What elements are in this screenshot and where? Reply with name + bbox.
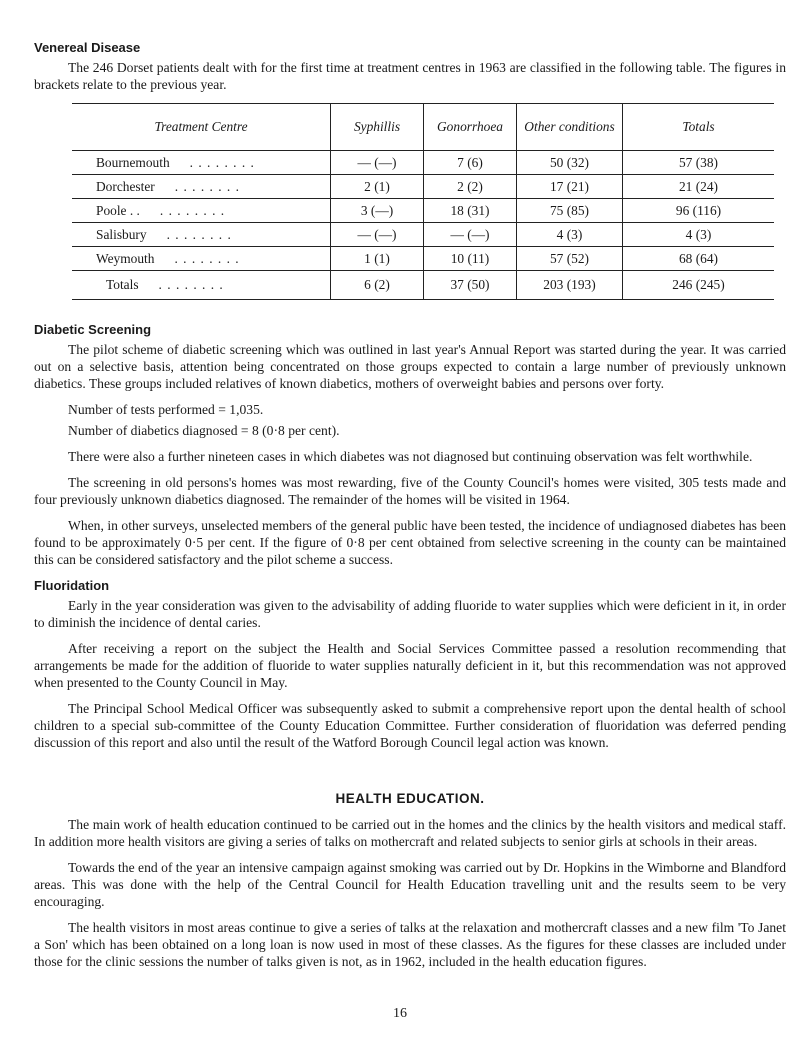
cell-other: 75 (85)	[517, 199, 623, 223]
cell-gonorrhoea: 2 (2)	[424, 175, 517, 199]
cell-centre	[72, 247, 331, 271]
table-row	[72, 223, 774, 247]
health-paragraph: The main work of health education continued to be carried out in the homes and the clinics by the health visitors and medical staff. In addition more health visitors are giving a series of talks on mothercraft and related subjects to senior girls at schools in their areas.	[34, 817, 786, 849]
cell-gonorrhoea: — (—)	[424, 223, 517, 247]
centre-name: Weymouth	[96, 250, 155, 266]
col-header-syphillis: Syphillis	[331, 104, 424, 151]
diabetic-paragraph: When, in other surveys, unselected members of the general public have been tested, the incidence of undiagnosed diabetes has been found to be approximately 0·5 per cent. If the figure of 0·8 per cent obtained from selective screening in the county can be maintained this can be considered satisfactory and the pilot scheme a success.	[34, 518, 786, 567]
diabetics-diagnosed: Number of diabetics diagnosed = 8 (0·8 per cent).	[68, 423, 340, 438]
tests-performed: Number of tests performed = 1,035.	[68, 402, 264, 417]
table-total-row	[72, 271, 774, 300]
table-header-row	[72, 104, 774, 151]
table-row	[72, 175, 774, 199]
fluoridation-paragraph: The Principal School Medical Officer was subsequently asked to submit a comprehensive report upon the dental health of school children to a special sub-committee of the County Education Committee. Further consideration of fluoridation was deferred pending discussion of this report and also until the result of the Watford Borough Council legal action was known.	[34, 701, 786, 750]
health-education-heading: HEALTH EDUCATION.	[335, 791, 485, 806]
diabetic-paragraph: The screening in old persons's homes was most rewarding, five of the County Council's homes were visited, 305 tests made and four previously unknown diabetics diagnosed. The remainder of the homes will be visited in 1964.	[34, 475, 786, 507]
leader-dots: . . . . . . . .	[166, 226, 232, 242]
health-paragraph: The health visitors in most areas continue to give a series of talks at the relaxation and mothercraft classes and a new film 'To Janet a Son' which has been obtained on a long loan is now used in most of these classes. As the figures for these classes are included under those for the clinic sessions the number of talks given is not, as in 1962, included in the health education figures.	[34, 920, 786, 969]
cell-gonorrhoea: 7 (6)	[424, 151, 517, 175]
leader-dots: . . . . . . . .	[174, 178, 240, 194]
centre-name: Bournemouth	[96, 154, 170, 170]
cell-gonorrhoea: 10 (11)	[424, 247, 517, 271]
col-header-totals: Totals	[623, 104, 775, 151]
table-row	[72, 199, 774, 223]
leader-dots: . . . . . . . .	[189, 154, 255, 170]
document-page	[34, 40, 786, 979]
cell-totals: 57 (38)	[623, 151, 775, 175]
diabetic-paragraph: There were also a further nineteen cases in which diabetes was not diagnosed but continuing observation was felt worthwhile.	[68, 449, 753, 464]
cell-other: 203 (193)	[517, 271, 623, 300]
cell-syphillis: 6 (2)	[331, 271, 424, 300]
leader-dots: . . . . . . . .	[174, 250, 240, 266]
cell-syphillis: 3 (—)	[331, 199, 424, 223]
cell-centre	[72, 271, 331, 300]
fluoridation-paragraph: After receiving a report on the subject the Health and Social Services Committee passed a resolution recommending that arrangements be made for the addition of fluoride to water supplies naturally deficient in it, but this recommendation was not approved when presented to the County Council in May.	[34, 641, 786, 690]
totals-label: Totals	[106, 277, 139, 292]
cell-totals: 68 (64)	[623, 247, 775, 271]
cell-centre	[72, 175, 331, 199]
cell-centre	[72, 223, 331, 247]
diabetic-paragraph: The pilot scheme of diabetic screening which was outlined in last year's Annual Report was started during the year. It was carried out on a selective basis, attention being concentrated on those groups expected to contain a large number of previously unknown diabetics. These groups included relatives of known diabetics, mothers of overweight babies and persons over forty.	[34, 342, 786, 391]
table-row	[72, 247, 774, 271]
fluoridation-paragraph: Early in the year consideration was given to the advisability of adding fluoride to water supplies which were deficient in it, in order to diminish the incidence of dental caries.	[34, 598, 786, 630]
cell-centre	[72, 199, 331, 223]
venereal-table	[72, 103, 774, 300]
page-number: 16	[393, 1006, 407, 1021]
diabetic-heading: Diabetic Screening	[34, 322, 152, 337]
cell-totals: 96 (116)	[623, 199, 775, 223]
cell-other: 4 (3)	[517, 223, 623, 247]
table-row	[72, 151, 774, 175]
cell-syphillis: — (—)	[331, 151, 424, 175]
cell-syphillis: — (—)	[331, 223, 424, 247]
cell-totals: 4 (3)	[623, 223, 775, 247]
cell-gonorrhoea: 18 (31)	[424, 199, 517, 223]
cell-other: 17 (21)	[517, 175, 623, 199]
cell-syphillis: 2 (1)	[331, 175, 424, 199]
centre-name: Dorchester	[96, 178, 155, 194]
leader-dots: . . . . . . . .	[159, 202, 226, 218]
health-paragraph: Towards the end of the year an intensive campaign against smoking was carried out by Dr. Hopkins in the Wimborne and Blandford areas. This was done with the help of the Central Council for Health Education travelling unit and the results seem to be very encouraging.	[34, 860, 786, 909]
venereal-intro: The 246 Dorset patients dealt with for the first time at treatment centres in 1963 are classified in the following table. The figures in brackets relate to the previous year.	[34, 60, 786, 92]
cell-other: 50 (32)	[517, 151, 623, 175]
leader-dots: . . . . . . . .	[158, 277, 224, 292]
col-header-other: Other conditions	[517, 104, 623, 151]
col-header-gonorrhoea: Gonorrhoea	[424, 104, 517, 151]
venereal-heading: Venereal Disease	[34, 40, 141, 55]
cell-other: 57 (52)	[517, 247, 623, 271]
cell-totals: 246 (245)	[623, 271, 775, 300]
cell-centre	[72, 151, 331, 175]
col-header-centre: Treatment Centre	[72, 104, 331, 151]
centre-name: Poole . .	[96, 202, 140, 218]
cell-totals: 21 (24)	[623, 175, 775, 199]
cell-gonorrhoea: 37 (50)	[424, 271, 517, 300]
fluoridation-heading: Fluoridation	[34, 578, 110, 593]
centre-name: Salisbury	[96, 226, 147, 242]
cell-syphillis: 1 (1)	[331, 247, 424, 271]
